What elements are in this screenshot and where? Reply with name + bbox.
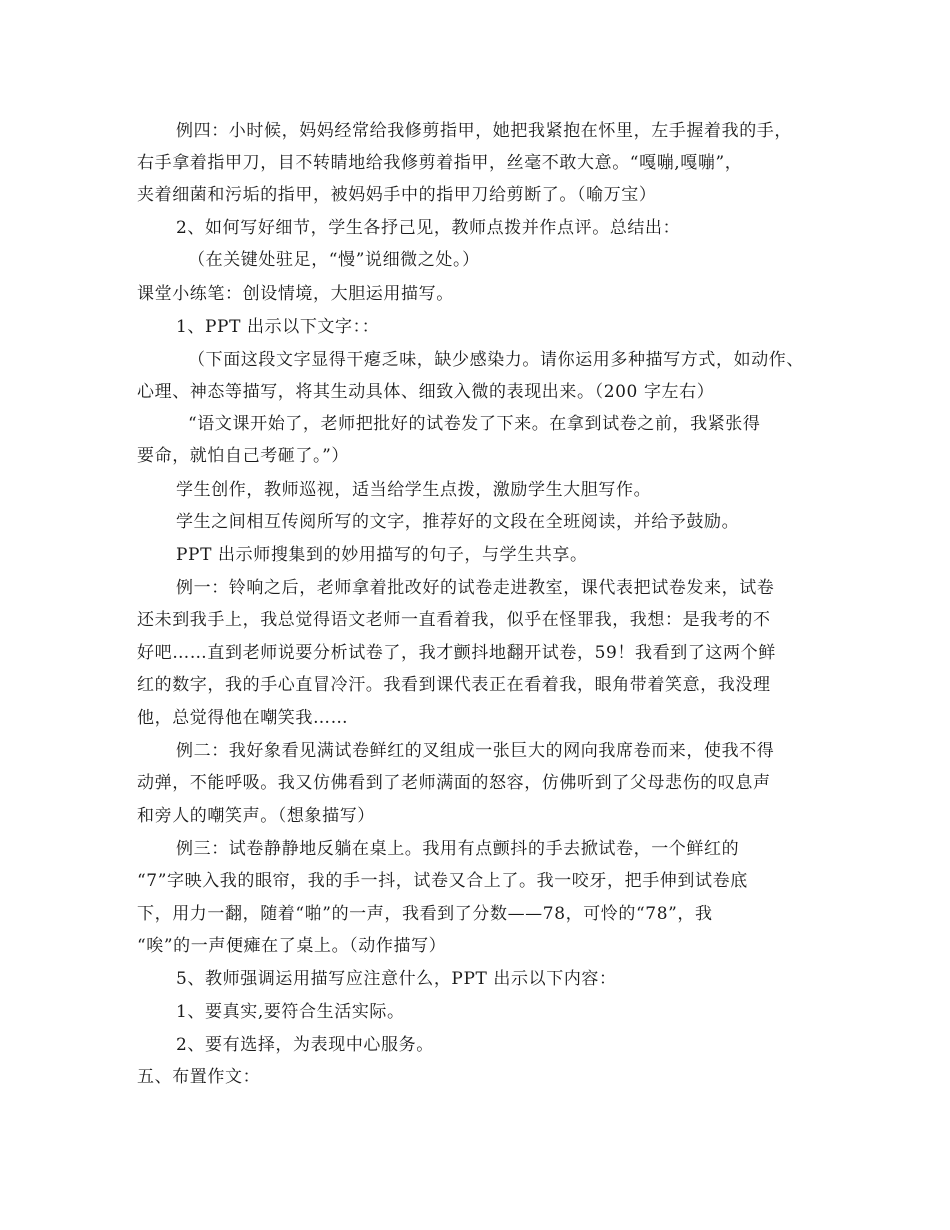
paragraph-line: PPT 出示师搜集到的妙用描写的句子，与学生共享。	[176, 545, 588, 565]
paragraph-line: （下面这段文字显得干瘪乏味，缺少感染力。请你运用多种描写方式，如动作、	[188, 350, 804, 370]
paragraph-line: 好吧……直到老师说要分析试卷了，我才颤抖地翻开试卷，59！我看到了这两个鲜	[137, 643, 776, 663]
paragraph-line: 动弹，不能呼吸。我又仿佛看到了老师满面的怒容，仿佛听到了父母悲伤的叹息声	[137, 773, 771, 793]
paragraph-line: 例三：试卷静静地反躺在桌上。我用有点颤抖的手去掀试卷，一个鲜红的	[176, 839, 740, 859]
paragraph-line: 夹着细菌和污垢的指甲，被妈妈手中的指甲刀给剪断了。（喻万宝）	[137, 185, 657, 205]
paragraph-line: 学生创作，教师巡视，适当给学生点拨，激励学生大胆写作。	[176, 480, 652, 500]
paragraph-line: “语文课开始了，老师把批好的试卷发了下来。在拿到试卷之前，我紧张得	[188, 414, 761, 434]
paragraph-line: “7”字映入我的眼帘，我的手一抖，试卷又合上了。我一咬牙，把手伸到试卷底	[137, 871, 748, 891]
paragraph-line: 要命，就怕自己考砸了。”）	[137, 446, 349, 466]
paragraph-line: 2、如何写好细节，学生各抒己见，教师点拨并作点评。总结出：	[176, 218, 681, 238]
section-heading: 五、布置作文：	[137, 1067, 261, 1087]
paragraph-line: 还未到我手上，我总觉得语文老师一直看着我，似乎在怪罪我，我想：是我考的不	[137, 610, 771, 630]
paragraph-line: 例一：铃响之后，老师拿着批改好的试卷走进教室，课代表把试卷发来，试卷	[176, 578, 775, 598]
paragraph-line: 他，总觉得他在嘲笑我……	[137, 708, 349, 728]
list-item: 2、要有选择，为表现中心服务。	[176, 1035, 434, 1055]
paragraph-line: “唉”的一声便瘫在了桌上。（动作描写）	[137, 936, 447, 956]
paragraph-line: 5、教师强调运用描写应注意什么，PPT 出示以下内容：	[176, 969, 617, 989]
paragraph-line: （在关键处驻足，“慢”说细微之处。）	[188, 250, 480, 270]
paragraph-line: 例二：我好象看见满试卷鲜红的叉组成一张巨大的网向我席卷而来，使我不得	[176, 741, 775, 761]
section-heading: 课堂小练笔：创设情境，大胆运用描写。	[137, 284, 454, 304]
paragraph-line: 和旁人的嘲笑声。（想象描写）	[137, 806, 375, 826]
paragraph-line: 下，用力一翻，随着“啪”的一声，我看到了分数——78，可怜的“78”，我	[137, 904, 713, 924]
paragraph-line: 例四：小时候，妈妈经常给我修剪指甲，她把我紧抱在怀里，左手握着我的手，	[176, 121, 792, 141]
paragraph-line: 学生之间相互传阅所写的文字，推荐好的文段在全班阅读，并给予鼓励。	[176, 512, 740, 532]
paragraph-line: 心理、神态等描写，将其生动具体、细致入微的表现出来。（200 字左右）	[137, 382, 715, 402]
paragraph-line: 1、PPT 出示以下文字：：	[176, 317, 380, 337]
paragraph-line: 右手拿着指甲刀，目不转睛地给我修剪着指甲，丝毫不敢大意。“嘎嘣,嘎嘣”，	[137, 153, 743, 173]
paragraph-line: 红的数字，我的手心直冒冷汗。我看到课代表正在看着我，眼角带着笑意，我没理	[137, 675, 771, 695]
list-item: 1、要真实,要符合生活实际。	[176, 1002, 405, 1022]
